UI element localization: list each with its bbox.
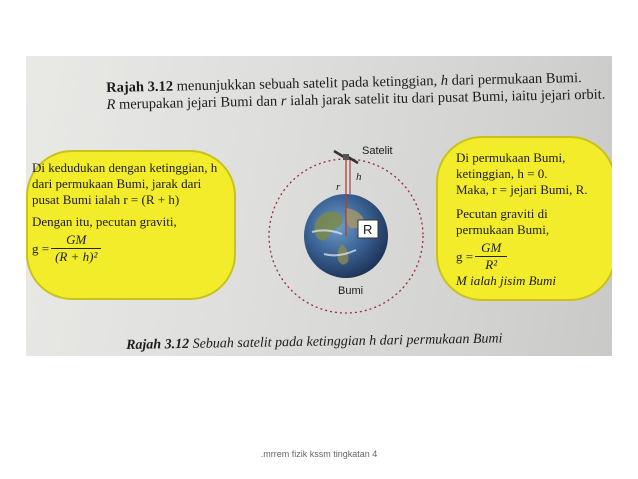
- right-eq-denominator: R²: [485, 257, 498, 272]
- figure-caption: [126, 331, 526, 354]
- right-eq-lhs: g =: [456, 248, 474, 264]
- right-eq-fraction: [475, 240, 507, 273]
- left-bubble: [26, 150, 236, 300]
- caption-label: Rajah 3.12: [126, 336, 190, 353]
- left-eq-fraction: [51, 232, 101, 265]
- intro-r: r: [280, 93, 287, 110]
- left-bubble-line-2: dari permukaan Bumi, jarak dari: [32, 176, 202, 191]
- right-eq-numerator: GM: [475, 240, 507, 257]
- left-eq-numerator: GM: [51, 232, 101, 249]
- right-bubble-line-2: ketinggian, h = 0.: [456, 166, 548, 181]
- right-bubble-line-3: Maka, r = jejari Bumi, R.: [456, 182, 588, 197]
- intro-line1-end: dari permukaan Bumi.: [447, 70, 582, 89]
- earth-label: Bumi: [338, 285, 364, 297]
- intro-line2-mid: merupakan jejari Bumi dan: [115, 93, 282, 113]
- satellite-label: Satelit: [362, 145, 393, 157]
- r-label: r: [336, 181, 341, 193]
- right-bubble-line-5: permukaan Bumi,: [456, 222, 550, 237]
- intro-figure-ref: Rajah 3.12: [106, 78, 174, 96]
- left-eq-lhs: g =: [32, 240, 50, 256]
- satellite-icon: [343, 154, 349, 160]
- left-eq-denominator: (R + h)²: [55, 249, 98, 264]
- left-bubble-line-3: pusat Bumi ialah r = (R + h): [32, 192, 180, 207]
- left-bubble-line-1: Di kedudukan dengan ketinggian, h: [32, 160, 218, 175]
- intro-h: h: [440, 72, 449, 89]
- right-bubble-line-1: Di permukaan Bumi,: [456, 150, 566, 165]
- R-label: R: [363, 222, 373, 237]
- intro-R: R: [106, 96, 116, 113]
- footer-credit: .mrrem fizik kssm tingkatan 4: [260, 449, 378, 459]
- orbit-diagram: [246, 136, 446, 336]
- textbook-photo: [26, 56, 612, 356]
- left-bubble-equation: [32, 232, 226, 265]
- right-bubble-line-6: M ialah jisim Bumi: [456, 273, 557, 288]
- right-bubble: [436, 136, 612, 301]
- right-bubble-equation: [456, 240, 604, 273]
- intro-line2-end: ialah jarak satelit itu dari pusat Bumi, iaitu jejari orbit.: [286, 86, 606, 110]
- satellite-panel-left: [334, 151, 344, 157]
- intro-text: [106, 70, 607, 114]
- caption-text: Sebuah satelit pada ketinggian h dari permukaan Bumi: [189, 331, 503, 352]
- h-label: h: [356, 171, 362, 183]
- left-bubble-line-4: Dengan itu, pecutan graviti,: [32, 214, 177, 229]
- right-bubble-line-4: Pecutan graviti di: [456, 206, 548, 221]
- intro-line1-rest: menunjukkan sebuah satelit pada ketinggian,: [172, 72, 441, 95]
